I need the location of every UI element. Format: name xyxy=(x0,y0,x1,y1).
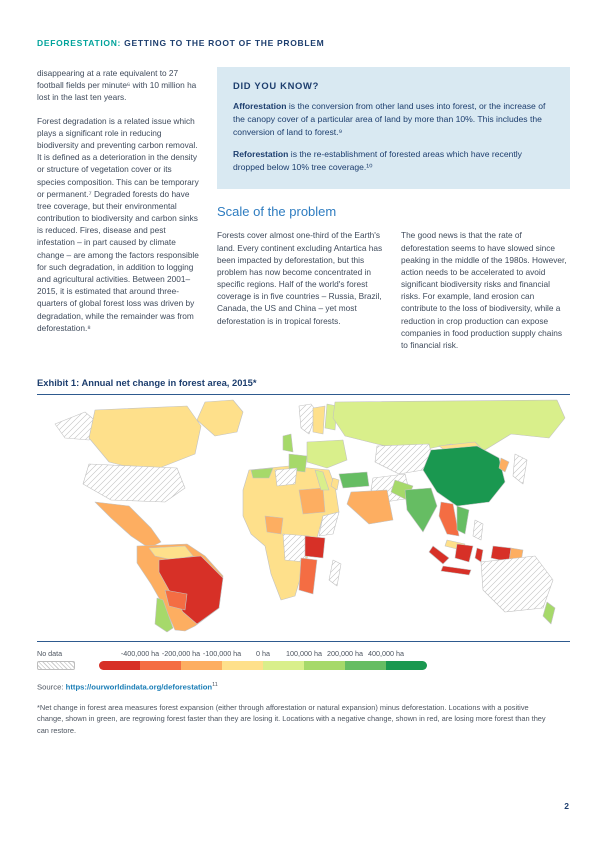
source-prefix: Source: xyxy=(37,682,66,692)
map-region-canada xyxy=(89,406,201,472)
world-map-chart xyxy=(37,395,570,635)
legend-label: 100,000 ha xyxy=(286,649,322,659)
map-region-mozambique xyxy=(299,558,317,594)
map-region-new-zealand xyxy=(543,602,555,624)
section-heading: Scale of the problem xyxy=(217,204,337,220)
map-region-usa-nodata xyxy=(83,464,185,502)
legend-no-data-label: No data xyxy=(37,649,63,659)
map-region-vietnam xyxy=(457,506,469,534)
legend-segment xyxy=(304,661,345,670)
legend-segment xyxy=(181,661,222,670)
legend-segment xyxy=(99,661,140,670)
legend-bar xyxy=(99,661,427,670)
exhibit-footnote: *Net change in forest area measures forest expansion (either through afforestation or natural expansion) minus deforestation. Locations with a positive change, shown in green, are regrowing forest faster than they are losing it. Locations with a negative change, shown in red, are losing more forest than they can restore. xyxy=(37,702,546,735)
map-region-china xyxy=(423,446,505,506)
map-region-tanzania xyxy=(305,536,325,558)
legend-label: 0 ha xyxy=(256,649,270,659)
map-region-uk xyxy=(283,434,293,452)
scale-column-1: Forests cover almost one-third of the Earth's land. Every continent excluding Antartica has been impacted by deforestation, but this problem has now become concentrated in specific regions. Half of the world's forest coverage is in five countries – Russia, Brazil, Canada, the US and China – yet most deforestation is in tropical forests. xyxy=(217,230,383,326)
running-header-tag: DEFORESTATION: xyxy=(37,38,122,48)
scale-of-problem-section xyxy=(217,204,570,351)
legend-label: -400,000 ha xyxy=(120,649,160,659)
afforestation-term: Afforestation xyxy=(233,101,287,111)
map-region-russia xyxy=(333,400,565,452)
running-header xyxy=(37,38,570,48)
legend-label: 200,000 ha xyxy=(327,649,363,659)
legend-segment xyxy=(345,661,386,670)
reforestation-text: is the re-establishment of forested areas which have recently dropped below 10% tree coverage.¹⁰ xyxy=(233,149,522,173)
legend-scale xyxy=(99,649,427,670)
source-line xyxy=(37,682,570,692)
exhibit-divider-bottom xyxy=(37,641,570,642)
map-region-mexico xyxy=(95,502,161,548)
scale-column-2: The good news is that the rate of deforestation seems to have slowed since peaking in the middle of the 1980s. However, action needs to be accelerated to avoid significant biodiversity risks and financial risks. For example, land erosion can contribute to the loss of biodiversity, while a reduction in crop production can expose companies in food production supply chains to financial risk. xyxy=(401,230,567,350)
page-number: 2 xyxy=(564,801,569,811)
legend-label: 400,000 ha xyxy=(368,649,404,659)
legend-labels xyxy=(99,649,427,659)
afforestation-text: is the conversion from other land uses into forest, or the increase of the canopy cover of a particular area of land by more than 10%. This includes the conversion of land to forest.⁹ xyxy=(233,101,546,138)
legend-segment xyxy=(222,661,263,670)
map-region-saudi-arabia xyxy=(347,490,393,524)
intro-paragraph-2: Forest degradation is a related issue which plays a significant role in reducing biodiversity and preventing carbon removal. It is defined as a deterioration in the density or structure of vegetation cover or its species composition. This can be temporary or permanent.⁷ Degraded forests do have tree coverage, but their environmental contribution to biodiversity and carbon sinks is reduced. Fires, disease and pest infestation – in part caused by climate change – are among the factors responsible for such degradation, in addition to logging and agricultural activities. Between 2001–2015, it is estimated that around three-quarters of global forest loss was driven by degradation, while the remainder was from deforestation.⁸ xyxy=(37,115,199,333)
map-region-myanmar xyxy=(439,502,459,536)
legend-segment xyxy=(140,661,181,670)
map-region-australia-nodata xyxy=(481,556,553,612)
legend-no-data xyxy=(37,649,83,670)
exhibit-title: Exhibit 1: Annual net change in forest area, 2015* xyxy=(37,377,257,389)
map-region-madagascar-nodata xyxy=(329,560,341,586)
choropleth-map xyxy=(37,398,570,633)
map-region-philippines-nodata xyxy=(473,520,483,540)
left-text-column xyxy=(37,67,200,351)
exhibit-1 xyxy=(37,377,570,736)
legend-no-data-swatch xyxy=(37,661,75,670)
source-superscript: 11 xyxy=(212,682,218,689)
map-region-iberia-nodata xyxy=(275,468,297,486)
map-region-central-europe xyxy=(307,440,347,468)
legend-segment xyxy=(386,661,427,670)
right-content-area xyxy=(217,67,570,351)
map-region-sudan xyxy=(299,488,325,514)
legend-label: -100,000 ha xyxy=(202,649,242,659)
map-region-nigeria xyxy=(265,516,283,534)
legend-label: -200,000 ha xyxy=(161,649,201,659)
map-region-japan-nodata xyxy=(513,454,527,484)
did-you-know-box xyxy=(217,67,570,189)
reforestation-definition xyxy=(233,148,554,174)
afforestation-definition xyxy=(233,100,554,139)
reforestation-term: Reforestation xyxy=(233,149,289,160)
map-region-turkey xyxy=(339,472,369,488)
intro-paragraph-1: disappearing at a rate equivalent to 27 football fields per minute⁶ with 10 million ha lost in the last ten years. xyxy=(37,68,197,103)
map-region-greenland xyxy=(197,400,243,436)
did-you-know-heading: DID YOU KNOW? xyxy=(233,80,320,91)
map-region-maghreb xyxy=(251,468,273,478)
body-columns xyxy=(37,67,570,351)
source-link[interactable]: https://ourworldindata.org/deforestation xyxy=(65,682,213,692)
map-region-india xyxy=(405,488,437,532)
map-region-sweden xyxy=(313,406,325,434)
running-header-title: GETTING TO THE ROOT OF THE PROBLEM xyxy=(121,38,325,48)
scale-columns xyxy=(217,229,570,351)
map-legend xyxy=(37,649,570,670)
legend-segment xyxy=(263,661,304,670)
